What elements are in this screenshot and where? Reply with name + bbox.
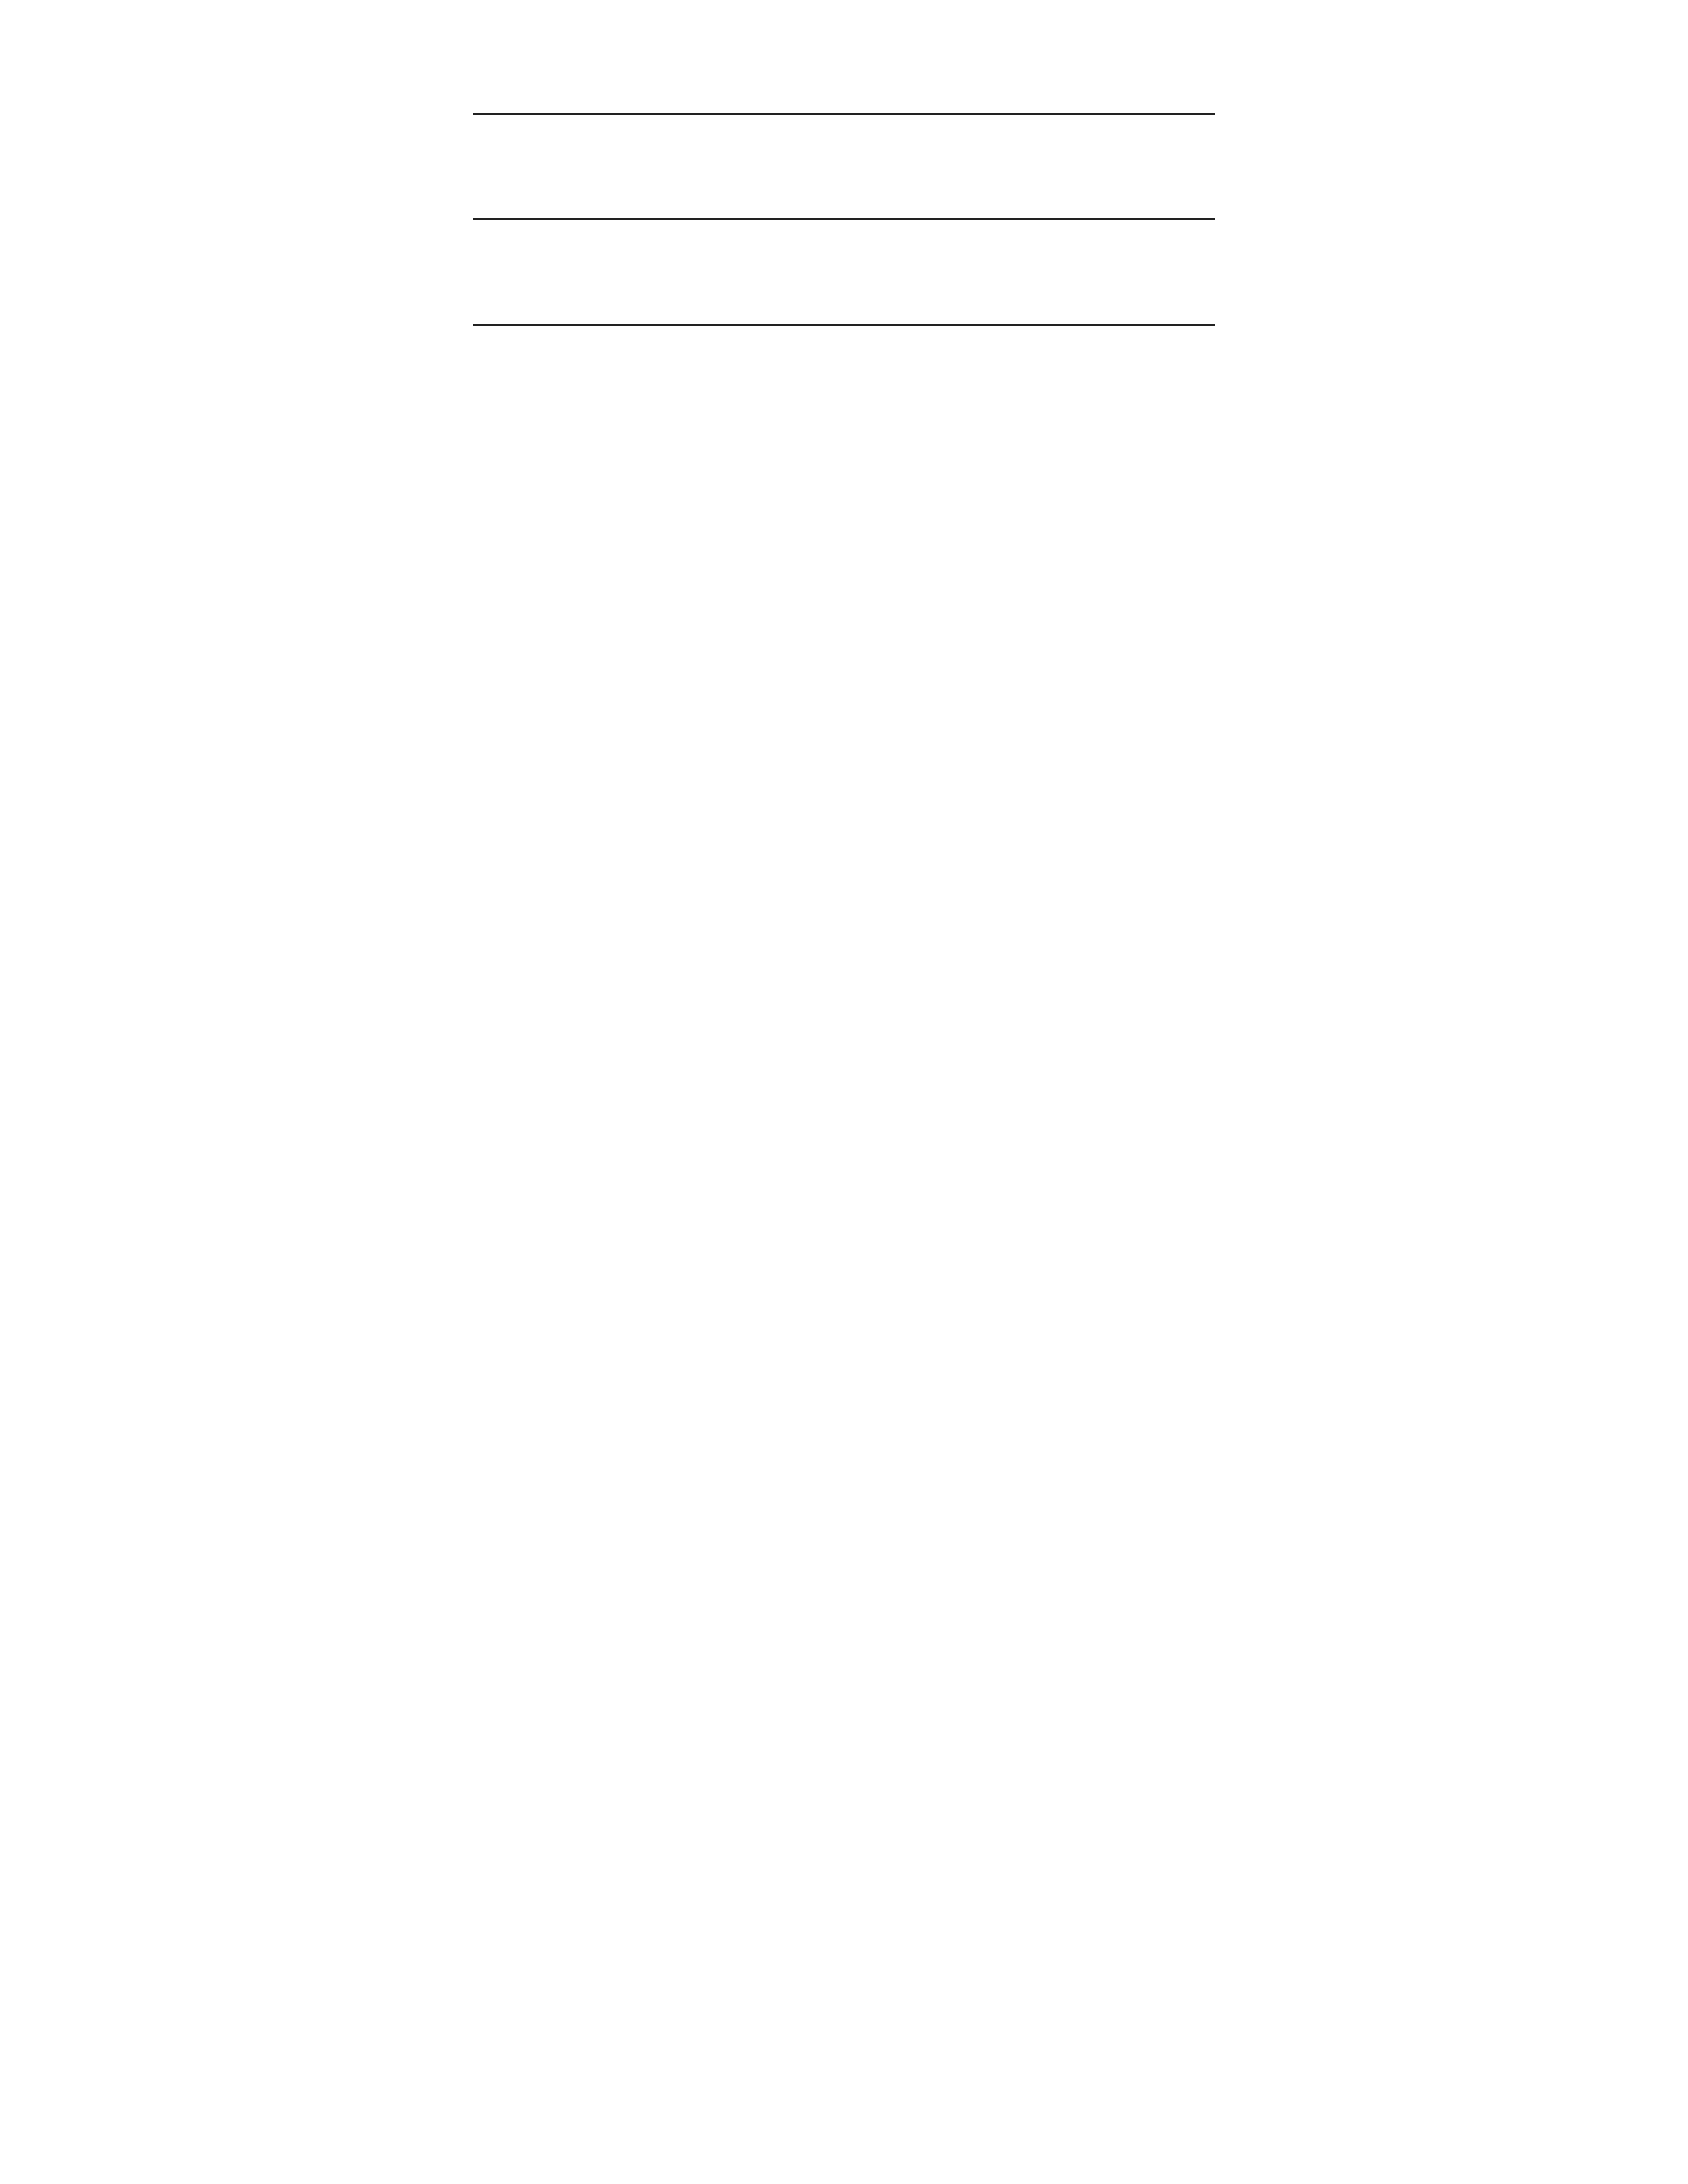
section-7-heading xyxy=(99,359,1589,399)
section-6-heading xyxy=(99,254,1589,294)
section-5-heading xyxy=(99,149,1589,189)
document-page xyxy=(99,95,1589,411)
